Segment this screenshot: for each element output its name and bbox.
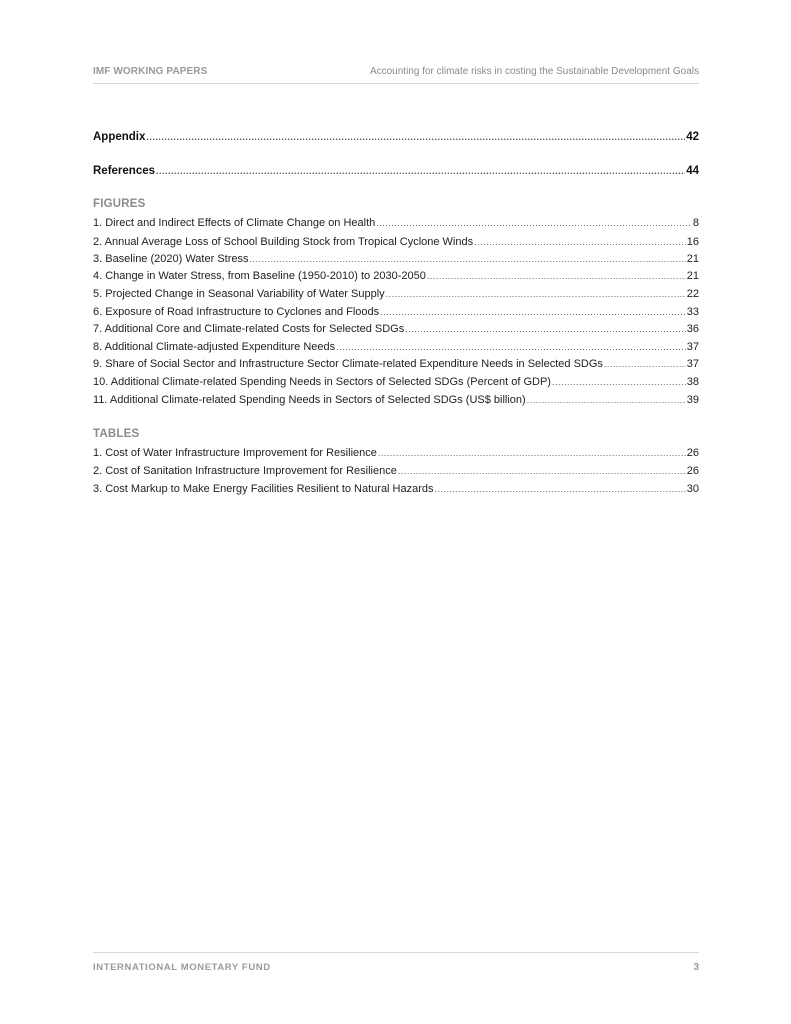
- dot-leader: [405, 322, 686, 336]
- figures-heading: FIGURES: [93, 198, 146, 210]
- toc-entry-label: References: [93, 165, 156, 177]
- figure-entry-page: 16: [686, 236, 699, 248]
- dot-leader: [474, 235, 686, 249]
- table-entry[interactable]: [93, 446, 699, 460]
- footer-organization: INTERNATIONAL MONETARY FUND: [93, 962, 271, 973]
- footer-page-number: 3: [693, 962, 699, 973]
- figure-entry[interactable]: [93, 252, 699, 266]
- header-paper-title: Accounting for climate risks in costing the Sustainable Development Goals: [369, 66, 699, 77]
- table-entry-label: 1. Cost of Water Infrastructure Improvement for Resilience: [93, 447, 377, 459]
- table-entry-label: 2. Cost of Sanitation Infrastructure Improvement for Resilience: [93, 465, 397, 477]
- figure-entry-page: 39: [686, 394, 699, 406]
- toc-entry-page: 42: [686, 131, 699, 143]
- figure-entry-label: 7. Additional Core and Climate-related Costs for Selected SDGs: [93, 323, 405, 335]
- figure-entry[interactable]: [93, 287, 699, 301]
- figure-entry[interactable]: [93, 393, 699, 407]
- figure-entry-page: 21: [686, 270, 699, 282]
- figure-entry[interactable]: [93, 340, 699, 354]
- figure-entry-label: 6. Exposure of Road Infrastructure to Cyclones and Floods: [93, 306, 380, 318]
- dot-leader: [435, 482, 686, 496]
- figure-entry-label: 10. Additional Climate-related Spending Needs in Sectors of Selected SDGs (Percent of GDP): [93, 376, 551, 388]
- tables-heading: TABLES: [93, 428, 140, 440]
- figure-entry-page: 38: [686, 376, 699, 388]
- figure-entry-label: 8. Additional Climate-adjusted Expenditure Needs: [93, 341, 336, 353]
- figure-entry-page: 37: [686, 358, 699, 370]
- figure-entry-page: 21: [686, 253, 699, 265]
- figure-entry-page: 8: [692, 217, 699, 229]
- table-entry[interactable]: [93, 482, 699, 496]
- figure-entry-label: 3. Baseline (2020) Water Stress: [93, 253, 249, 265]
- table-entry-page: 26: [686, 465, 699, 477]
- dot-leader: [604, 357, 686, 371]
- figure-entry[interactable]: [93, 269, 699, 283]
- figure-entry[interactable]: [93, 357, 699, 371]
- dot-leader: [156, 164, 685, 178]
- figure-entry-page: 33: [686, 306, 699, 318]
- page-header: [93, 64, 699, 84]
- figure-entry-label: 4. Change in Water Stress, from Baseline (1950-2010) to 2030-2050: [93, 270, 426, 282]
- figure-entry-label: 2. Annual Average Loss of School Building Stock from Tropical Cyclone Winds: [93, 236, 474, 248]
- dot-leader: [386, 287, 686, 301]
- figure-entry-label: 11. Additional Climate-related Spending Needs in Sectors of Selected SDGs (US$ billion): [93, 394, 526, 406]
- figure-entry[interactable]: [93, 322, 699, 336]
- figure-entry[interactable]: [93, 375, 699, 389]
- page-footer: [93, 952, 699, 976]
- table-entry[interactable]: [93, 464, 699, 478]
- figure-entry-page: 37: [686, 341, 699, 353]
- table-entry-page: 26: [686, 447, 699, 459]
- dot-leader: [146, 130, 685, 144]
- figure-entry-page: 22: [686, 288, 699, 300]
- figure-entry[interactable]: [93, 305, 699, 319]
- dot-leader: [376, 216, 692, 230]
- table-entry-page: 30: [686, 483, 699, 495]
- dot-leader: [427, 269, 686, 283]
- dot-leader: [336, 340, 686, 354]
- dot-leader: [552, 375, 686, 389]
- dot-leader: [250, 252, 686, 266]
- figure-entry-label: 5. Projected Change in Seasonal Variability of Water Supply: [93, 288, 385, 300]
- toc-entry-label: Appendix: [93, 131, 146, 143]
- figure-entry[interactable]: [93, 235, 699, 249]
- figure-entry-label: 9. Share of Social Sector and Infrastructure Sector Climate-related Expenditure Needs in Selected SDGs: [93, 358, 603, 370]
- toc-entry-references[interactable]: [93, 164, 699, 178]
- toc-entry-appendix[interactable]: [93, 130, 699, 144]
- table-entry-label: 3. Cost Markup to Make Energy Facilities Resilient to Natural Hazards: [93, 483, 434, 495]
- figure-entry[interactable]: [93, 216, 699, 230]
- header-series-title: IMF WORKING PAPERS: [93, 66, 208, 77]
- figure-entry-page: 36: [686, 323, 699, 335]
- dot-leader: [398, 464, 686, 478]
- dot-leader: [527, 393, 686, 407]
- toc-entry-page: 44: [686, 165, 699, 177]
- figure-entry-label: 1. Direct and Indirect Effects of Climate Change on Health: [93, 217, 376, 229]
- dot-leader: [378, 446, 686, 460]
- dot-leader: [380, 305, 686, 319]
